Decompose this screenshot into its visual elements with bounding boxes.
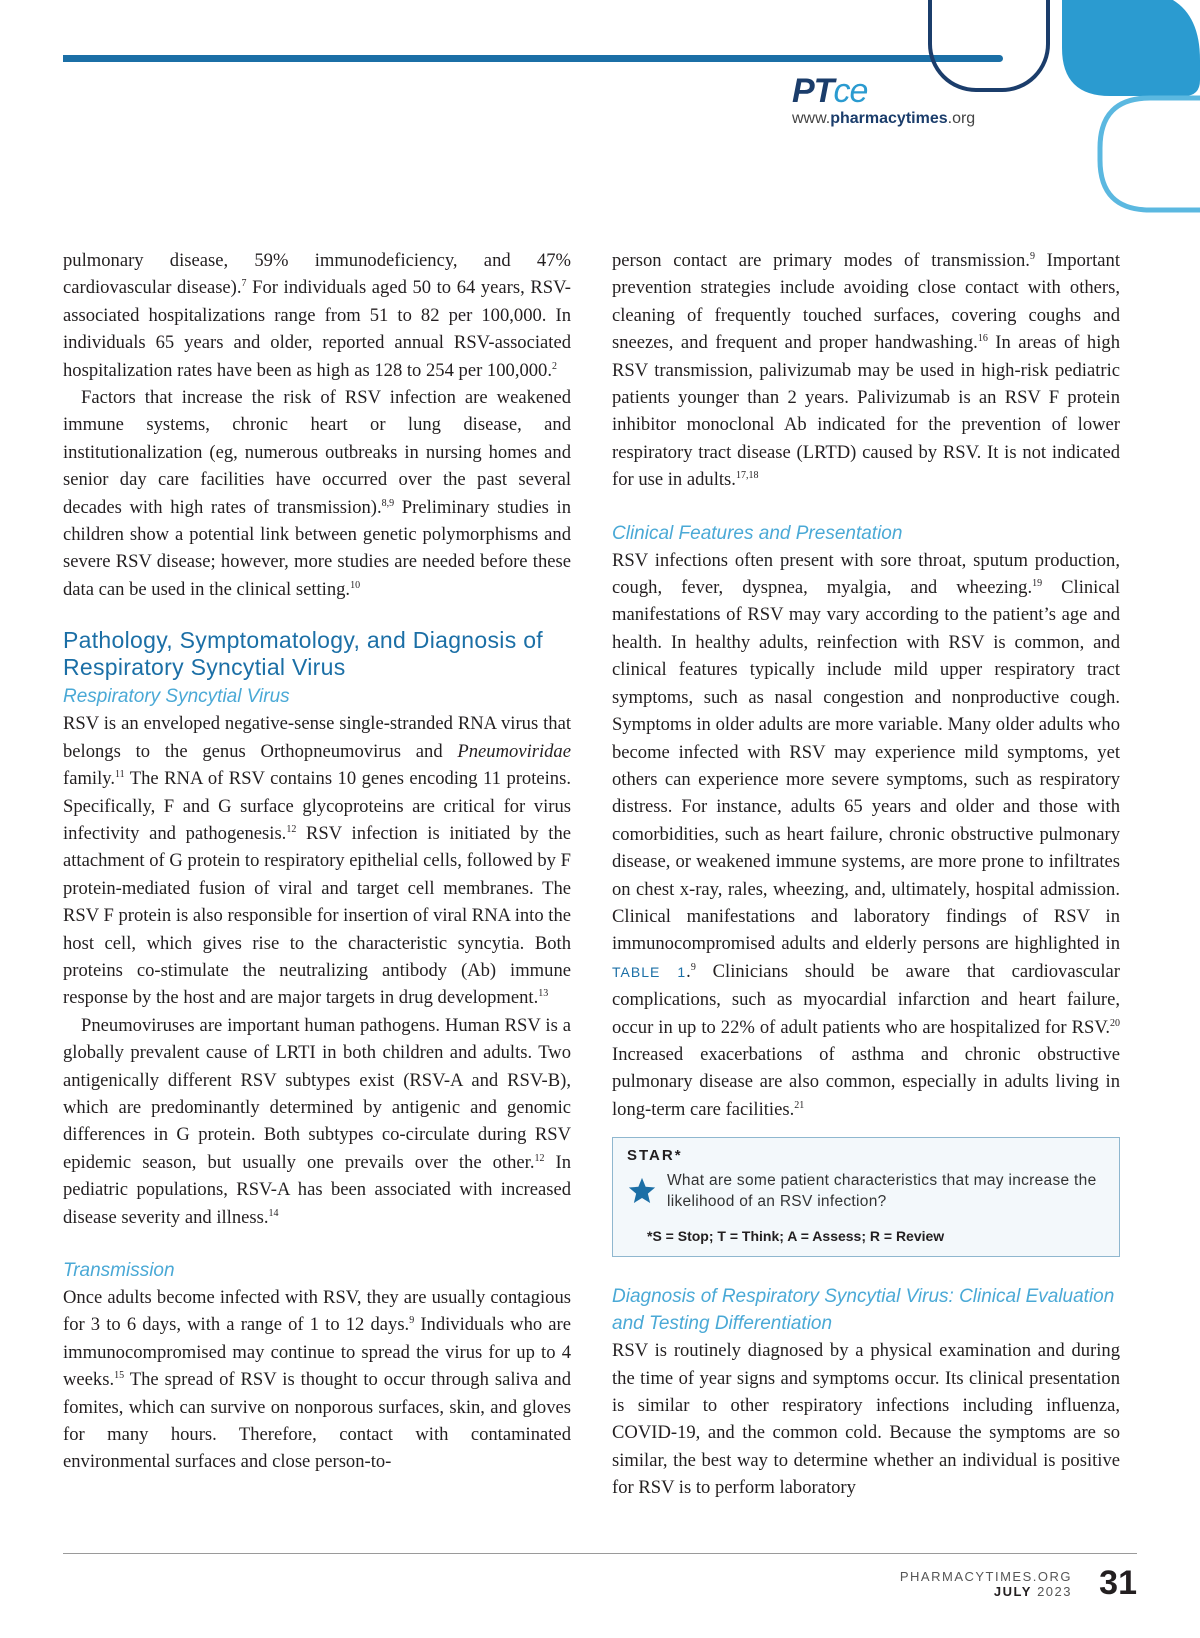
paragraph: RSV is an enveloped negative-sense single-stranded RNA virus that belongs to the genus Orthopneumovirus and Pneumoviridae family.$^{11}$ The RNA of RSV contains 10 genes encoding 11 proteins. Specifically, F and G surface glycoproteins are critical for virus infectivity and pathogenesis.$^{12}$ RSV infection is initiated by the attachment of G protein to respiratory epithelial cells, followed by F protein-mediated fusion of viral and target cell membranes. The RSV F protein is also responsible for insertion of viral RNA into the host cell, which gives rise to the characteristic syncytia. Both proteins co-stimulate the neutralizing antibody (Ab) immune response by the host and are major targets in drug development.$^{13}$ bbox=[63, 713, 571, 1009]
citation: 12 bbox=[286, 823, 297, 835]
url-bold: pharmacytimes bbox=[830, 110, 948, 127]
citation: 20 bbox=[1110, 1017, 1120, 1029]
subsection-heading: Clinical Features and Presentation bbox=[612, 522, 903, 544]
star-icon bbox=[627, 1176, 657, 1206]
logo-mark bbox=[792, 74, 1032, 108]
table-1-link[interactable]: TABLE 1 bbox=[612, 963, 687, 980]
citation: 2 bbox=[552, 360, 558, 372]
citation: 7 bbox=[241, 278, 247, 290]
citation: 17,18 bbox=[735, 470, 759, 482]
page-number: 31 bbox=[1099, 1564, 1137, 1602]
ptce-logo bbox=[792, 74, 1032, 128]
footer-year: 2023 bbox=[1031, 1584, 1072, 1599]
star-question: What are some patient characteristics that may increase the likelihood of an RSV infection? bbox=[667, 1172, 1097, 1211]
citation: 14 bbox=[268, 1207, 279, 1219]
subsection-heading: Respiratory Syncytial Virus bbox=[63, 686, 290, 708]
section-heading: Pathology, Symptomatology, and Diagnosis of Respiratory Syncytial Virus bbox=[63, 627, 543, 681]
star-title: STAR* bbox=[627, 1147, 683, 1165]
paragraph: pulmonary disease, 59% immunodeficiency, and 47% cardiovascular disease).$^7$ For individuals aged 50 to 64 years, RSV-associated hospitalizations range from 51 to 82 per 100,000. In individuals 65 years and older, reported annual RSV-associated hospitalization rates have been as high as 128 to 254 per 100,000.$^2$ bbox=[63, 250, 571, 381]
url-suffix: .org bbox=[947, 110, 976, 127]
footer-site: PHARMACYTIMES.ORG bbox=[899, 1569, 1072, 1584]
paragraph: person contact are primary modes of transmission.$^9$ Important prevention strategies include avoiding close contact with others, cleaning of frequently touched surfaces, covering coughs and sneezes, and frequent and proper handwashing.$^{16}$ In areas of high RSV transmission, palivizumab may be used in high-risk pediatric patients younger than 2 years. Palivizumab is an RSV F protein inhibitor monoclonal Ab indicated for the prevention of lower respiratory tract disease (LRTD) caused by RSV. It is not indicated for use in adults.$^{17,18}$ bbox=[612, 250, 1120, 491]
citation: 9 bbox=[690, 961, 696, 973]
header-rule bbox=[63, 55, 1003, 62]
paragraph: RSV is routinely diagnosed by a physical examination and during the time of year signs and symptoms occur. Its clinical presentation is similar to other respiratory infections including influenza, COVID-19, and the common cold. Because the symptoms are so similar, the best way to determine whether an individual is positive for RSV is to perform laboratory bbox=[612, 1340, 1120, 1499]
star-key: *S = Stop; T = Think; A = Assess; R = Review bbox=[647, 1228, 945, 1245]
citation: 21 bbox=[794, 1099, 805, 1111]
subsection-heading: Transmission bbox=[63, 1260, 175, 1281]
paragraph: Factors that increase the risk of RSV infection are weakened immune systems, chronic heart or lung disease, and institutionalization (eg, numerous outbreaks in nursing homes and senior day care facilities have occurred over the past several decades with high rates of transmission).$^{8,9}$ Preliminary studies in children show a potential link between genetic polymorphisms and severe RSV disease; however, more studies are needed before these data can be used in the clinical setting.$^{10}$ bbox=[63, 387, 571, 600]
footer-rule bbox=[63, 1553, 1137, 1554]
citation: 11 bbox=[114, 768, 125, 780]
url-prefix: www. bbox=[792, 110, 831, 127]
footer-date bbox=[994, 1584, 1072, 1599]
citation: 15 bbox=[114, 1370, 125, 1382]
citation: 12 bbox=[534, 1152, 545, 1164]
subsection-heading: Diagnosis of Respiratory Syncytial Virus: Clinical Evaluation and Testing Differentiation bbox=[612, 1286, 1115, 1335]
footer-month: JULY bbox=[993, 1584, 1032, 1599]
paragraph: RSV infections often present with sore throat, sputum production, cough, fever, dyspnea, myalgia, and wheezing.$^{19}$ Clinical manifestations of RSV may vary according to the patient’s age and health. In healthy adults, reinfection with RSV is common, and clinical features typically include mild upper respiratory tract symptoms, such as nasal congestion and nonproductive cough. Symptoms in older adults are more variable. Many older adults who become infected with RSV may experience mild symptoms, yet others can experience more severe symptoms, such as respiratory distress. For instance, adults 65 years and older and those with comorbidities, such as heart failure, chronic obstructive pulmonary disease, or weakened immune systems, are more prone to infiltrates on chest x-ray, rales, wheezing, and, ultimately, hospital admission. Clinical manifestations and laboratory findings of RSV in immunocompromised adults and elderly persons are highlighted in TABLE 1.$^9$ Clinicians should be aware that cardiovascular complications, such as myocardial infarction and heart failure, occur in up to 22% of adult patients who are hospitalized for RSV.$^{20}$ Increased exacerbations of asthma and chronic obstructive pulmonary disease are also common, especially in adults living in long-term care facilities.$^{21}$ bbox=[612, 549, 1120, 1120]
citation: 9 bbox=[1029, 250, 1035, 262]
right-column bbox=[612, 247, 1120, 1502]
citation: 19 bbox=[1032, 577, 1043, 589]
logo-pt: PT bbox=[792, 72, 834, 110]
site-url[interactable] bbox=[792, 110, 1032, 128]
star-question-row bbox=[627, 1170, 1105, 1212]
citation: 16 bbox=[977, 333, 988, 345]
logo-ce: ce bbox=[833, 72, 868, 110]
star-callout-box bbox=[612, 1137, 1120, 1257]
paragraph: Pneumoviruses are important human pathogens. Human RSV is a globally prevalent cause of LRTI in both children and adults. Two antigenically different RSV subtypes exist (RSV-A and RSV-B), which are predominantly determined by antigenic and genomic differences in G protein. Both subtypes co-circulate during RSV epidemic season, but usually one prevails over the other.$^{12}$ In pediatric populations, RSV-A has been associated with increased disease severity and illness.$^{14}$ bbox=[63, 1014, 572, 1228]
citation: 13 bbox=[538, 988, 549, 1000]
citation: 9 bbox=[409, 1315, 415, 1327]
italic-term: Pneumoviridae bbox=[457, 740, 571, 762]
left-column bbox=[63, 247, 571, 1476]
citation: 8,9 bbox=[381, 497, 395, 509]
citation: 10 bbox=[350, 579, 361, 591]
paragraph: Once adults become infected with RSV, they are usually contagious for 3 to 6 days, with a range of 1 to 12 days.$^9$ Individuals who are immunocompromised may continue to spread the virus for up to 4 weeks.$^{15}$ The spread of RSV is thought to occur through saliva and fomites, which can survive on nonporous surfaces, skin, and gloves for many hours. Therefore, contact with contaminated environmental surfaces and close person-to- bbox=[63, 1287, 571, 1473]
